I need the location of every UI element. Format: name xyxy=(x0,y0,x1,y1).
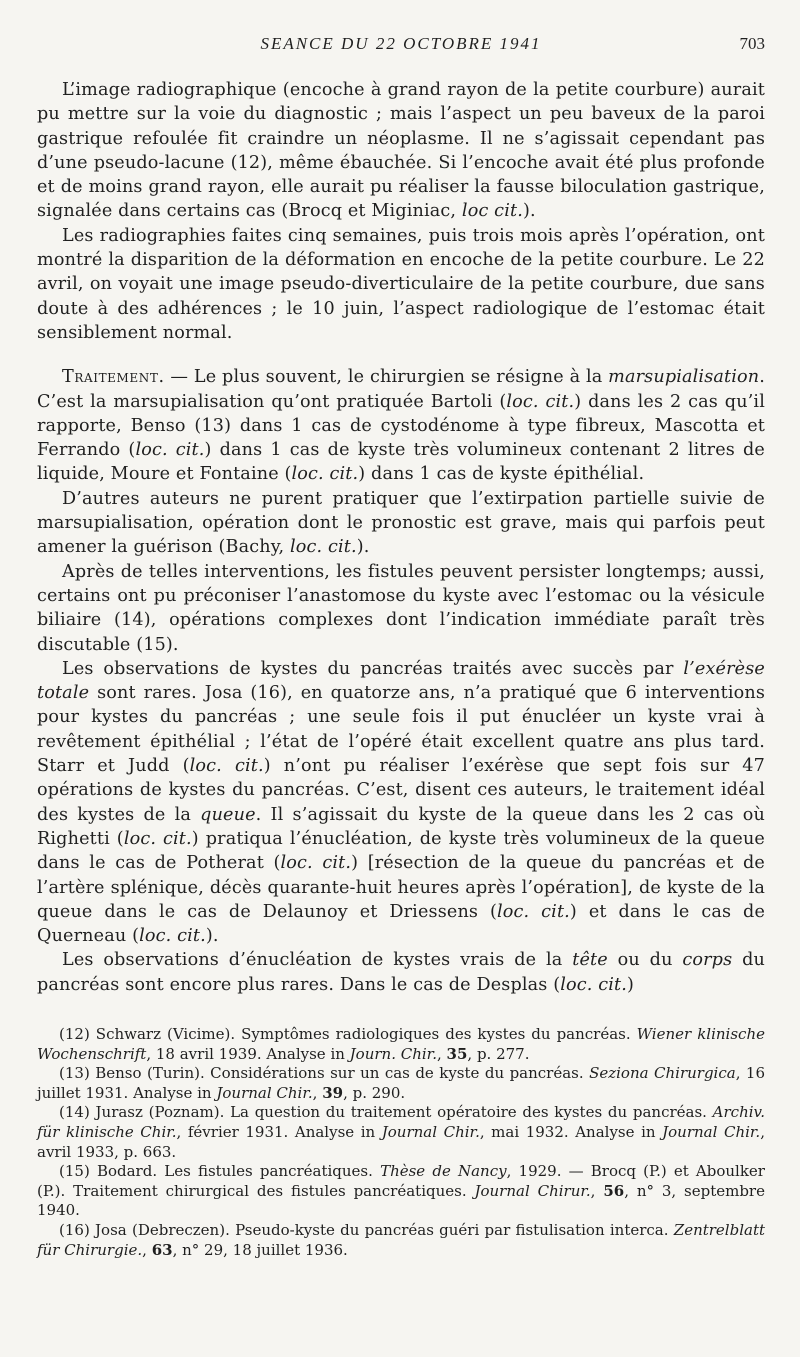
text-run: , avril 1933, p. 663. xyxy=(37,1122,765,1161)
footnote-13 xyxy=(37,1064,765,1103)
text-run: Les observations de kystes du pancréas traités avec succès par xyxy=(62,658,684,679)
footnote-15 xyxy=(37,1162,765,1221)
paragraph-enucleation xyxy=(37,948,765,997)
text-run: ) et dans le cas de Querneau ( xyxy=(37,901,766,947)
text-run: , 1929. — Brocq (P.) et Aboulker (P.). Traitement chirurgical des fistules pancréatiques. xyxy=(37,1162,765,1200)
text-run: ) dans 1 cas de kyste épithélial. xyxy=(358,464,645,485)
footnote-12 xyxy=(37,1025,765,1064)
emphasis: corps xyxy=(682,950,733,971)
journal-title: Journal Chir. xyxy=(216,1083,313,1102)
text-run: ) n’ont pu réaliser l’exérèse que sept fois sur 47 opérations de kystes du pancréas. C’est, disent ces auteurs, le traitement idéal des kystes de la xyxy=(37,756,765,825)
text-run: ) [résection de la queue du pancréas et de l’artère splénique, décès quarante-huit heures après l’opération], de kyste de la queue dans le cas de Delaunoy et Driessens ( xyxy=(37,853,765,922)
journal-title: Seziona Chirurgica xyxy=(589,1064,736,1083)
text-run: , n° 3, septembre 1940. xyxy=(37,1181,765,1220)
citation: loc. cit. xyxy=(123,828,192,849)
page-number: 703 xyxy=(739,34,765,53)
text-run: (16) Josa (Debreczen). Pseudo-kyste du pancréas guéri par fistulisation interca. xyxy=(59,1220,674,1239)
volume-number: 35 xyxy=(446,1044,468,1063)
text-run: du pancréas sont encore plus rares. Dans le cas de Desplas ( xyxy=(37,950,765,995)
text-run: . C’est la marsupialisation qu’ont pratiquée Bartoli ( xyxy=(37,367,765,412)
text-run: , xyxy=(142,1240,152,1259)
paragraph-radiographic-image xyxy=(37,78,765,224)
text-run: L’image radiographique (encoche à grand rayon de la petite courbure) aurait pu mettre sur la voie du diagnostic ; mais l’aspect un peu baveux de la paroi gastrique refoulée fit craindre un néoplasme. Il ne s’agissait cependant pas d’une pseudo-lacune (12), même ébauchée. Si l’encoche avait été plus profonde et de moins grand rayon, elle aurait pu réaliser la fausse biloculation gastrique, signalée dans certains cas (Brocq et Miginiac, xyxy=(37,80,765,222)
citation: loc. cit. xyxy=(135,440,205,461)
running-header xyxy=(37,34,765,58)
citation: loc cit. xyxy=(461,201,523,222)
text-run: , xyxy=(590,1181,604,1200)
journal-title: Wiener klinische Wochenschrift xyxy=(37,1024,765,1063)
text-run: , mai 1932. Analyse in xyxy=(479,1122,663,1141)
text-run: sont rares. Josa (16), en quatorze ans, n’a pratiqué que 6 interventions pour kystes du pancréas ; une seule fois il put énucléer un kyste vrai à revêtement épithélial ; l’état de l’opéré était excellent quatre ans plus tard. Starr et Judd ( xyxy=(37,683,765,777)
text-run: (13) Benso (Turin). Considérations sur un cas de kyste du pancréas. xyxy=(59,1064,590,1083)
section-label-treatment: Traitement. xyxy=(62,367,165,388)
running-title: SEANCE DU 22 OCTOBRE 1941 xyxy=(260,34,542,53)
text-run: (15) Bodard. Les fistules pancréatiques. xyxy=(59,1162,381,1181)
journal-title: Journal Chir. xyxy=(662,1122,761,1141)
text-run: ) xyxy=(627,974,635,995)
text-run: ou du xyxy=(607,950,683,971)
text-run: ) dans les 2 cas qu’il rapporte, Benso (13) dans 1 cas de cystodénome à type fibreux, Mascotta et Ferrando ( xyxy=(37,391,765,461)
paragraph-treatment xyxy=(37,365,765,486)
text-run: ). xyxy=(205,926,219,947)
text-run: ). xyxy=(522,201,536,222)
journal-title: Journal Chirur. xyxy=(474,1181,591,1200)
footnote-14 xyxy=(37,1103,765,1162)
volume-number: 56 xyxy=(603,1181,625,1200)
journal-title: Thèse de Nancy xyxy=(380,1162,507,1181)
text-run: ). xyxy=(356,537,370,558)
paragraph-fistulas: Après de telles interventions, les fistules peuvent persister longtemps; aussi, certains ont pu préconiser l’anastomose du kyste avec l’estomac ou la vésicule biliaire (14), opérations complexes dont l’indication immédiate paraît très discutable (15). xyxy=(37,561,765,655)
text-run: , 16 juillet 1931. Analyse in xyxy=(37,1064,766,1102)
citation: loc. cit. xyxy=(189,756,264,777)
emphasis: marsupialisation xyxy=(608,367,760,388)
footnotes xyxy=(37,1025,765,1260)
journal-title: Archiv. für klinische Chir. xyxy=(37,1103,765,1141)
text-run: , xyxy=(436,1044,447,1063)
paragraph-partial-extirpation xyxy=(37,487,765,560)
citation: loc. cit. xyxy=(506,391,575,412)
paragraph-total-excision xyxy=(37,657,765,949)
citation: loc. cit. xyxy=(497,901,570,922)
text-run: , xyxy=(312,1083,323,1102)
text-run: (14) Jurasz (Poznam). La question du traitement opératoire des kystes du pancréas. xyxy=(59,1103,713,1122)
text-run: , p. 277. xyxy=(467,1044,530,1063)
text-run: Les observations d’énucléation de kystes vrais de la xyxy=(62,950,573,971)
citation: loc. cit. xyxy=(139,926,206,947)
text-run: (12) Schwarz (Vicime). Symptômes radiologiques des kystes du pancréas. xyxy=(59,1024,637,1043)
volume-number: 63 xyxy=(151,1240,173,1259)
text-run: ) dans 1 cas de kyste très volumineux contenant 2 litres de liquide, Moure et Fontaine ( xyxy=(37,440,765,485)
text-run: , n° 29, 18 juillet 1936. xyxy=(172,1240,348,1259)
citation: loc. cit. xyxy=(291,464,359,485)
journal-title: Journal Chir. xyxy=(381,1122,480,1141)
citation: loc. cit. xyxy=(289,537,357,558)
text-run: , 18 avril 1939. Analyse in xyxy=(146,1044,350,1063)
text-run: ) pratiqua l’énucléation, de kyste très volumineux de la queue dans le cas de Potherat ( xyxy=(37,828,765,874)
journal-title: Zentrelblatt für Chirurgie. xyxy=(37,1220,765,1259)
paragraph-follow-up-radiographs: Les radiographies faites cinq semaines, puis trois mois après l’opération, ont montré la disparition de la déformation en encoche de la petite courbure. Le 22 avril, on voyait une image pseudo-diverticulaire de la petite courbure, due sans doute à des adhérences ; le 10 juin, l’aspect radiologique de l’estomac était sensiblement normal. xyxy=(37,225,765,343)
emphasis: queue xyxy=(200,804,256,825)
page xyxy=(37,34,765,1260)
volume-number: 39 xyxy=(322,1083,344,1102)
text-run: , p. 290. xyxy=(343,1083,406,1102)
citation: loc. cit. xyxy=(560,974,628,995)
footnote-16 xyxy=(37,1221,765,1260)
emphasis: tête xyxy=(572,950,608,971)
citation: loc. cit. xyxy=(280,853,352,874)
text-run: D’autres auteurs ne purent pratiquer que l’extirpation partielle suivie de marsupialisation, opération dont le pronostic est grave, mais qui parfois peut amener la guérison (Bachy, xyxy=(37,488,765,558)
text-run: . Il s’agissait du kyste de la queue dans les 2 cas où Righetti ( xyxy=(37,804,765,849)
text-run: , février 1931. Analyse in xyxy=(176,1122,382,1141)
emphasis: l’exérèse totale xyxy=(37,658,765,704)
text-run: — Le plus souvent, le chirurgien se résigne à la xyxy=(164,367,609,388)
body-text xyxy=(37,78,765,997)
journal-title: Journ. Chir. xyxy=(349,1044,437,1063)
